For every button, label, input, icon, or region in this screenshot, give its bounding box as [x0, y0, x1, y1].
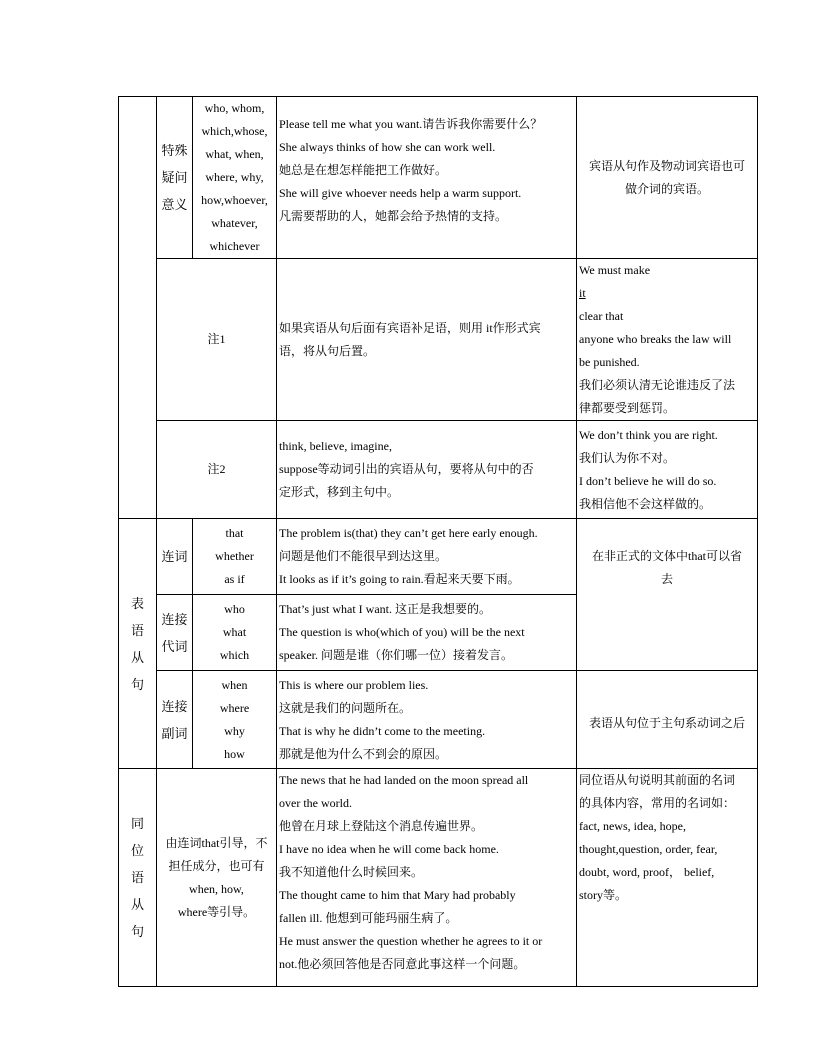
label-char: 同: [130, 816, 144, 831]
pronoun-words-cell: [193, 595, 277, 671]
note-line: 宾语从句作及物动词宾语也可: [588, 158, 745, 173]
appositive-clause-row: [119, 769, 758, 987]
label-char: 句: [130, 676, 144, 692]
predicative-adverb-row: [119, 671, 758, 769]
intro-line: 担任成分，也可有: [168, 858, 265, 873]
rule-line: 定形式，移到主句中。: [279, 485, 400, 499]
adverb-word: where: [219, 700, 250, 715]
conj-word: as if: [224, 572, 245, 586]
intro-line: 由连词that引导，不: [165, 835, 268, 850]
example-line: [579, 259, 755, 328]
example-line: It looks as if it’s going to rain.看起来天要下雨。: [279, 572, 520, 586]
rule-line: 如果宾语从句后面有宾语补足语，则用 it作形式宾: [279, 320, 541, 335]
label-char: 从: [130, 897, 144, 912]
example-line: Please tell me what you want.请告诉我你需要什么？: [279, 117, 543, 131]
example-line: That’s just what I want. 这正是我想要的。: [279, 602, 491, 616]
appositive-examples-cell: [277, 769, 577, 987]
example-line: 问题是他们不能很早到达这里。: [279, 549, 448, 563]
note-line: 在非正式的文体中that可以省: [592, 549, 742, 563]
wh-words-cell: [193, 97, 277, 259]
conj-examples-cell: [277, 519, 577, 595]
note2-label: 注2: [157, 421, 277, 519]
type-label: 连词: [161, 549, 188, 564]
note2-example-cell: [577, 421, 758, 519]
example-line: I don’t believe he will do so.: [579, 473, 717, 488]
intro-line: when, how,: [189, 881, 244, 896]
label-char: 从: [130, 649, 144, 665]
wh-word: who, whom,: [204, 101, 265, 115]
note-line: 同位语从句说明其前面的名词: [579, 773, 736, 787]
note-line: doubt, word, proof， belief,: [579, 865, 715, 879]
type-label: 连接: [161, 611, 188, 627]
example-line: not.他必须回答他是否同意此事这样一个问题。: [279, 957, 526, 971]
conj-word: whether: [215, 549, 254, 563]
grammar-table: [118, 96, 758, 987]
wh-label-cell: [157, 97, 193, 259]
example-line: She will give whoever needs help a warm support.: [279, 186, 522, 200]
note1-rule-cell: [277, 259, 577, 421]
predicative-conj-row: [119, 519, 758, 595]
label-char: 句: [130, 924, 144, 939]
adverb-type-cell: [157, 671, 193, 769]
wh-word: which,whose,: [201, 124, 268, 138]
example-line: 这就是我们的问题所在。: [279, 700, 412, 715]
example-line: The news that he had landed on the moon spread all: [279, 773, 529, 787]
example-line: This is where our problem lies.: [279, 677, 429, 692]
appositive-intro-cell: [157, 769, 277, 987]
note1-example-cell: [577, 259, 758, 421]
pronoun-type-cell: [157, 595, 193, 671]
wh-word: where, why,: [205, 170, 264, 184]
note-line: thought,question, order, fear,: [579, 842, 718, 856]
example-line: 那就是他为什么不到会的原因。: [279, 746, 448, 761]
pronoun-word: which: [219, 648, 250, 662]
pronoun-word: what: [222, 625, 247, 639]
note-line: fact, news, idea, hope,: [579, 819, 686, 833]
note-line: 去: [660, 572, 673, 586]
type-label: 连接: [161, 698, 188, 714]
example-line: fallen ill. 他想到可能玛丽生病了。: [279, 911, 458, 925]
adverb-word: when: [221, 677, 248, 692]
example-part: We must make: [579, 263, 651, 277]
wh-word: what, when,: [205, 147, 264, 161]
adverb-words-cell: [193, 671, 277, 769]
label-char: 表: [130, 595, 144, 611]
appositive-note-cell: [577, 769, 758, 987]
example-line: The question is who(which of you) will be the next: [279, 625, 525, 639]
adverb-word: why: [224, 723, 245, 738]
appositive-clause-label-cell: [119, 769, 157, 987]
example-line: 我们认为你不对。: [579, 450, 676, 465]
note-line: story等。: [579, 888, 628, 902]
object-clause-note2-row: [119, 421, 758, 519]
conj-type-cell: [157, 519, 193, 595]
wh-label-line: 特殊: [161, 143, 188, 158]
note-line: 做介词的宾语。: [624, 181, 709, 196]
example-line: He must answer the question whether he agrees to it or: [279, 934, 543, 948]
label-char: 语: [130, 622, 144, 638]
wh-word: how,whoever,: [201, 193, 268, 207]
example-line: 我不知道他什么时候回来。: [279, 865, 424, 879]
predicative-clause-label-cell: [119, 519, 157, 769]
wh-word: whichever: [209, 239, 260, 253]
predicative-note-bottom: 表语从句位于主句系动词之后: [577, 671, 758, 769]
note1-label: 注1: [157, 259, 277, 421]
note2-rule-cell: [277, 421, 577, 519]
wh-note-cell: [577, 97, 758, 259]
example-line: We don’t think you are right.: [579, 427, 718, 442]
example-line: over the world.: [279, 796, 352, 810]
underlined-it: it: [579, 286, 586, 300]
type-label: 副词: [161, 725, 188, 741]
example-line: I have no idea when he will come back home.: [279, 842, 499, 856]
example-line: speaker. 问题是谁（你们哪一位）接着发言。: [279, 648, 513, 662]
example-line: be punished.: [579, 355, 640, 369]
rule-line: suppose等动词引出的宾语从句，要将从句中的否: [279, 462, 534, 476]
rule-line: think, believe, imagine,: [279, 439, 392, 453]
conj-word: that: [225, 526, 244, 540]
example-line: 律都要受到惩罚。: [579, 401, 676, 415]
example-line: The problem is(that) they can’t get here early enough.: [279, 526, 538, 540]
wh-word: whatever,: [211, 216, 258, 230]
example-line: 他曾在月球上登陆这个消息传遍世界。: [279, 819, 484, 833]
object-clause-wh-row: [119, 97, 758, 259]
example-line: 凡需要帮助的人，她都会给予热情的支持。: [279, 209, 508, 223]
label-char: 语: [130, 870, 144, 885]
example-line: anyone who breaks the law will: [579, 332, 732, 346]
rule-line: 语，将从句后置。: [279, 343, 376, 358]
predicative-note-top-cell: [577, 519, 758, 671]
example-line: The thought came to him that Mary had probably: [279, 888, 516, 902]
example-line: 她总是在想怎样能把工作做好。: [279, 163, 448, 177]
example-line: She always thinks of how she can work well.: [279, 140, 496, 154]
example-part: clear that: [579, 309, 624, 323]
conj-words-cell: [193, 519, 277, 595]
label-char: 位: [130, 843, 144, 858]
type-label: 代词: [161, 638, 188, 654]
note-line: 的具体内容，常用的名词如：: [579, 796, 736, 810]
intro-line: where等引导。: [177, 904, 256, 919]
wh-label-line: 意义: [161, 197, 188, 212]
object-clause-label-cell: [119, 97, 157, 519]
pronoun-examples-cell: [277, 595, 577, 671]
example-line: That is why he didn’t come to the meeting.: [279, 723, 486, 738]
example-line: 我相信他不会这样做的。: [579, 496, 712, 511]
adverb-word: how: [224, 746, 245, 761]
example-line: 我们必须认清无论谁违反了法: [579, 378, 736, 392]
pronoun-word: who: [224, 602, 245, 616]
wh-examples-cell: [277, 97, 577, 259]
wh-label-line: 疑问: [161, 170, 188, 185]
object-clause-note1-row: [119, 259, 758, 421]
adverb-examples-cell: [277, 671, 577, 769]
